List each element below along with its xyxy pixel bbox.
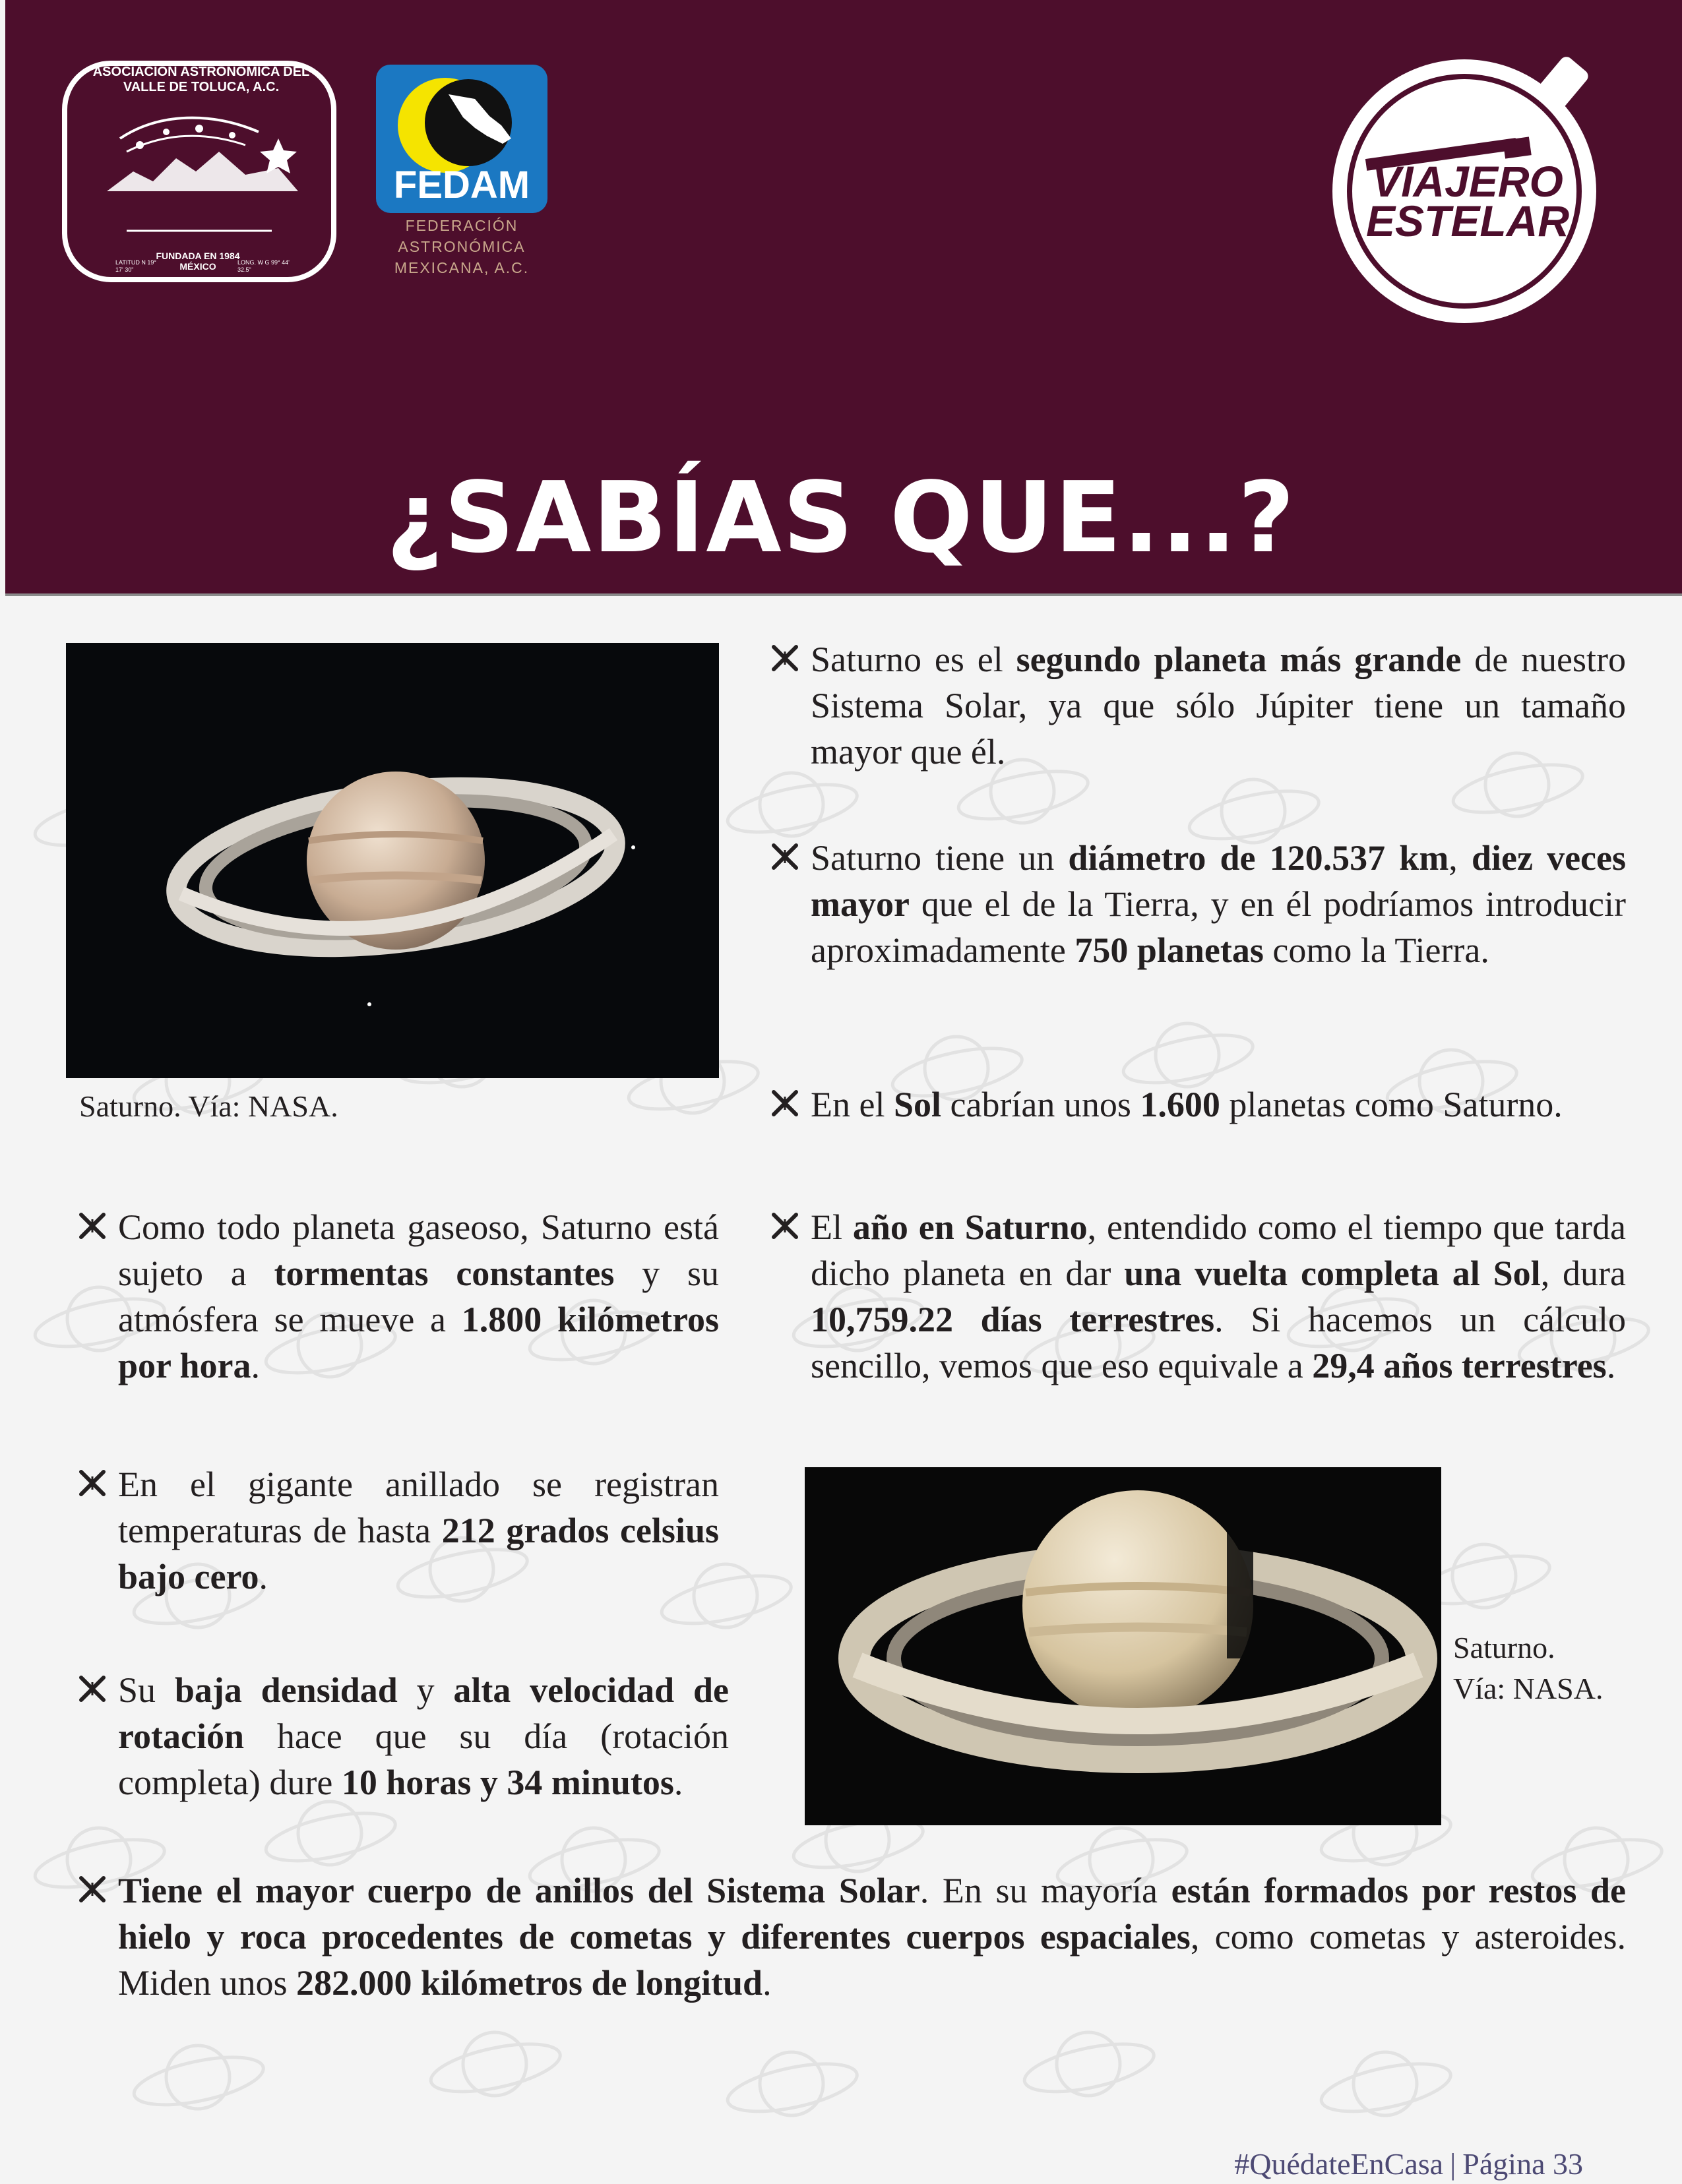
- bold-text: están formados por restos de hielo y roca procedentes de cometas y diferentes cuerpos espaciales: [118, 1871, 1626, 1957]
- bold-text: año en Saturno: [852, 1207, 1088, 1247]
- bold-text: 1.800 kilómetros por hora: [118, 1300, 719, 1385]
- fact-densidad-rotacion: [76, 1667, 729, 1805]
- bold-text: 1.600: [1140, 1085, 1220, 1124]
- fact-ano-saturno: [768, 1204, 1626, 1389]
- saturn-image-2: [805, 1467, 1441, 1825]
- footer-separator: |: [1450, 2147, 1456, 2181]
- text: El: [811, 1207, 853, 1247]
- text: , como cometas y asteroides. Miden unos: [118, 1917, 1626, 2003]
- page-footer: [1234, 2144, 1583, 2184]
- logo-left-latitude: LATITUD N 19° 17' 30": [115, 259, 156, 273]
- bold-text: 10 horas y 34 minutos: [341, 1763, 674, 1802]
- bold-text: alta velocidad de rotación: [118, 1670, 729, 1756]
- bold-text: 282.000 kilómetros de longitud: [296, 1963, 763, 2003]
- text: .: [763, 1963, 772, 2003]
- saturn-image-1: [66, 643, 719, 1078]
- text: , entendido como el tiempo que tarda dicho planeta en dar: [811, 1207, 1626, 1293]
- viajero-title-line1: VIAJERO: [1372, 157, 1563, 206]
- text: .: [673, 1763, 683, 1802]
- text: planetas como Saturno.: [1220, 1085, 1563, 1124]
- text: En el: [811, 1085, 894, 1124]
- viajero-title-line2: ESTELAR: [1365, 197, 1570, 245]
- text: En el gigante anillado se registran temperaturas de hasta: [118, 1465, 719, 1550]
- saturn-photo-1: [66, 643, 719, 1078]
- page-title: ¿SABÍAS QUE...?: [386, 461, 1296, 574]
- text: .: [259, 1557, 268, 1596]
- text: . Si hacemos un cálculo sencillo, vemos que eso equivale a: [811, 1300, 1626, 1385]
- star-bullet-icon: [76, 1873, 109, 1906]
- text: ,: [1448, 838, 1472, 878]
- star-bullet-icon: [76, 1467, 109, 1500]
- star-bullet-icon: [768, 1209, 801, 1242]
- photo-2-caption: [1453, 1627, 1671, 1709]
- logo-left-arc-text: ASOCIACIÓN ASTRONÓMICA DEL VALLE DE TOLUCA, A.C.: [92, 65, 310, 94]
- fedam-full-name: FEDERACIÓN ASTRONÓMICA MEXICANA, A.C.: [394, 217, 530, 276]
- hashtag: #QuédateEnCasa: [1234, 2147, 1444, 2181]
- photo-2-caption-line2: Vía: NASA.: [1453, 1672, 1604, 1705]
- fact-temperaturas: [76, 1461, 719, 1600]
- text: y: [397, 1670, 454, 1710]
- bold-text: 212 grados celsius bajo cero: [118, 1511, 719, 1596]
- text: . En su mayoría: [919, 1871, 1171, 1910]
- text: Saturno tiene un: [811, 838, 1069, 878]
- fact-tormentas: [76, 1204, 719, 1389]
- photo-2-caption-line1: Saturno.: [1453, 1631, 1555, 1664]
- text: hace que su día (rotación completa) dure: [118, 1716, 729, 1802]
- bold-text: diez veces mayor: [811, 838, 1626, 924]
- logo-left-longitude: LONG. W G 99° 44' 32.5": [237, 259, 290, 273]
- star-bullet-icon: [768, 642, 801, 675]
- text: que el de la Tierra, y en él podríamos introducir aproximadamente: [811, 884, 1626, 970]
- fact-anillos: [76, 1867, 1626, 2006]
- text: .: [251, 1346, 261, 1385]
- bold-text: segundo planeta más grande: [1016, 640, 1462, 679]
- bold-text: tormentas constantes: [274, 1254, 615, 1293]
- text: Saturno es el: [811, 640, 1016, 679]
- page-number: Página 33: [1462, 2147, 1583, 2181]
- text: , dura: [1540, 1254, 1626, 1293]
- fact-segundo-planeta: [768, 636, 1626, 775]
- text: .: [1606, 1346, 1616, 1385]
- photo-1-caption: Saturno. Vía: NASA.: [79, 1089, 338, 1123]
- fact-diametro: [768, 835, 1626, 973]
- logo-left-founded: FUNDADA EN 1984 MÉXICO: [156, 251, 240, 272]
- fedam-abbreviation: FEDAM: [393, 164, 530, 206]
- star-bullet-icon: [76, 1672, 109, 1705]
- bold-text: 29,4 años terrestres: [1312, 1346, 1607, 1385]
- text: y su atmósfera se mueve a: [118, 1254, 719, 1339]
- bold-text: 10,759.22 días terrestres: [811, 1300, 1215, 1339]
- text: de nuestro Sistema Solar, ya que sólo Júpiter tiene un tamaño mayor que él.: [811, 640, 1627, 772]
- star-bullet-icon: [768, 1087, 801, 1120]
- bold-text: 750 planetas: [1075, 930, 1264, 970]
- text: Como todo planeta gaseoso, Saturno está sujeto a: [118, 1207, 719, 1293]
- bold-text: una vuelta completa al Sol: [1124, 1254, 1541, 1293]
- text: Su: [118, 1670, 175, 1710]
- saturn-photo-2: [805, 1467, 1441, 1825]
- star-bullet-icon: [768, 840, 801, 873]
- text: cabrían unos: [941, 1085, 1140, 1124]
- bold-text: Tiene el mayor cuerpo de anillos del Sistema Solar: [118, 1871, 920, 1910]
- fact-sol: [768, 1081, 1646, 1128]
- bold-text: diámetro de 120.537 km: [1068, 838, 1449, 878]
- bold-text: Sol: [893, 1085, 942, 1124]
- bold-text: baja densidad: [174, 1670, 398, 1710]
- text: como la Tierra.: [1263, 930, 1489, 970]
- star-bullet-icon: [76, 1209, 109, 1242]
